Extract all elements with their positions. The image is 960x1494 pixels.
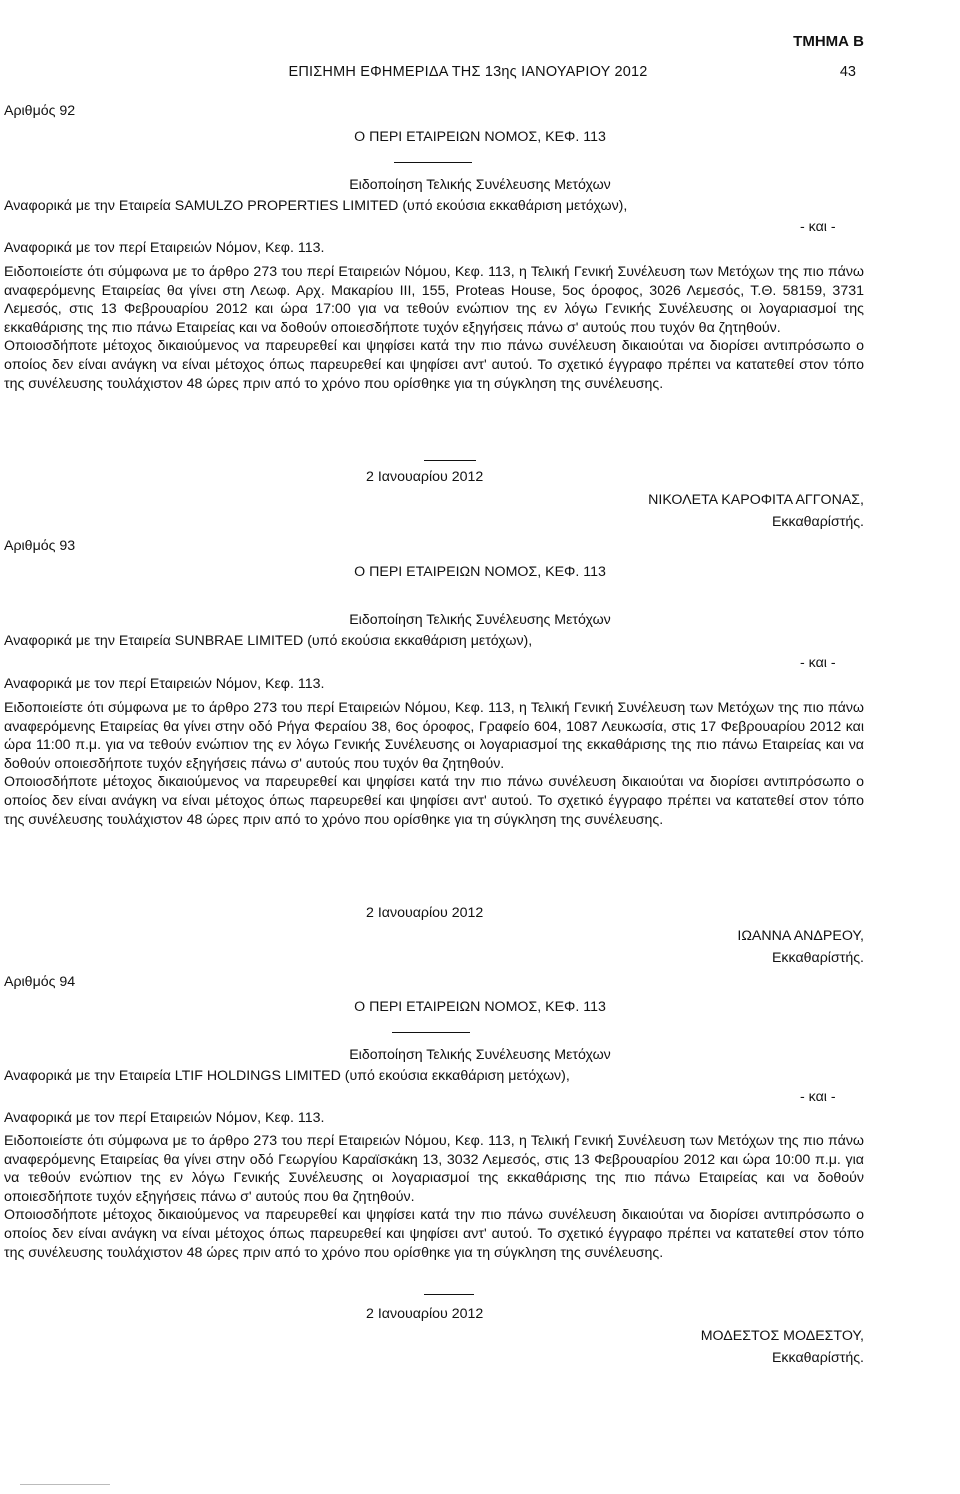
body-paragraph-2: Οποιοσδήποτε μέτοχος δικαιούμενος να παρευρεθεί και ψηφίσει κατά την πιο πάνω συνέλευση δικαιούται να διορίσει αντιπρόσωπο ο οποίος δεν είναι ανάγκη να είναι μέτοχος όπως παρευρεθεί και ψηφίσει αντ' αυτού. Το σχετικό έγγραφο πρέπει να κατατεθεί στον τόπο της συνέλευσης τουλάχιστον 48 ώρες πριν από το χρόνο που ορίσθηκε για τη σύγκληση της συνέλευσης. [4,774,864,828]
body-paragraph-1: Ειδοποιείστε ότι σύμφωνα με το άρθρο 273 του περί Εταιρειών Νόμου, Κεφ. 113, η Τελική Γενική Συνέλευση των Μετόχων της πιο πάνω αναφερόμενης Εταιρείας θα γίνει στη Λεωφ. Αρχ. Μακαρίου ΙΙΙ, 155, Proteas House, 5ος όροφος, 3026 Λεμεσός, Τ.Θ. 58159, 3731 Λεμεσός, στις 13 Φεβρουαρίου 2012 και ώρα 17:00 για να τεθούν ενώπιον της εν λόγω Γενικής Συνέλευσης οι λογαριασμοί της εκκαθάρισης της πιο πάνω Εταιρείας και να δοθούν οποιεσδήποτε τυχόν εξηγήσεις πάνω σ' αυτούς που τυχόν θα ζητηθούν. [4,264,864,336]
and-separator: - και - [800,219,836,235]
notice-number: Αριθμός 93 [4,538,76,554]
notice-number: Αριθμός 92 [4,103,76,119]
notice-date: 2 Ιανουαρίου 2012 [366,905,484,921]
gazette-title: ΕΠΙΣΗΜΗ ΕΦΗΜΕΡΙΔΑ ΤΗΣ 13ης ΙΑΝΟΥΑΡΙΟΥ 2012 [288,64,648,80]
and-separator: - και - [800,655,836,671]
divider-rule [424,460,476,461]
scan-mark [20,1484,110,1485]
signatory-role: Εκκαθαρίστής. [771,950,864,966]
and-separator: - και - [800,1089,836,1105]
section-label: ΤΜΗΜΑ Β [793,33,864,50]
law-title: Ο ΠΕΡΙ ΕΤΑΙΡΕΙΩΝ ΝΟΜΟΣ, ΚΕΦ. 113 [354,129,606,145]
notice-body [4,699,864,829]
notice-date: 2 Ιανουαρίου 2012 [366,1306,484,1322]
body-paragraph-2: Οποιοσδήποτε μέτοχος δικαιούμενος να παρευρεθεί και ψηφίσει κατά την πιο πάνω συνέλευση δικαιούται να διορίσει αντιπρόσωπο ο οποίος δεν είναι ανάγκη να είναι μέτοχος όπως παρευρεθεί και ψηφίσει αντ' αυτού. Το σχετικό έγγραφο πρέπει να κατατεθεί στον τόπο της συνέλευσης τουλάχιστον 48 ώρες πριν από το χρόνο που ορίσθηκε για τη σύγκληση της συνέλευσης. [4,1207,864,1261]
notice-number: Αριθμός 94 [4,974,76,990]
signatory-name: ΜΟΔΕΣΤΟΣ ΜΟΔΕΣΤΟΥ, [700,1328,864,1344]
signatory-role: Εκκαθαρίστής. [771,1350,864,1366]
law-title: Ο ΠΕΡΙ ΕΤΑΙΡΕΙΩΝ ΝΟΜΟΣ, ΚΕΦ. 113 [354,564,606,580]
law-reference: Αναφορικά με τον περί Εταιρειών Νόμον, Κεφ. 113. [4,240,325,256]
notice-title: Ειδοποίηση Τελικής Συνέλευσης Μετόχων [349,612,611,628]
law-title: Ο ΠΕΡΙ ΕΤΑΙΡΕΙΩΝ ΝΟΜΟΣ, ΚΕΦ. 113 [354,999,606,1015]
body-paragraph-2: Οποιοσδήποτε μέτοχος δικαιούμενος να παρευρεθεί και ψηφίσει κατά την πιο πάνω συνέλευση δικαιούται να διορίσει αντιπρόσωπο ο οποίος δεν είναι ανάγκη να είναι μέτοχος όπως παρευρεθεί και ψηφίσει αντ' αυτού. Το σχετικό έγγραφο πρέπει να κατατεθεί στον τόπο της συνέλευσης τουλάχιστον 48 ώρες πριν από το χρόνο που ορίσθηκε για τη σύγκληση της συνέλευσης. [4,338,864,392]
company-line: Αναφορικά με την Εταιρεία LTIF HOLDINGS LIMITED (υπό εκούσια εκκαθάριση μετόχων), [4,1068,570,1084]
notice-title: Ειδοποίηση Τελικής Συνέλευσης Μετόχων [349,177,611,193]
divider-rule [394,162,472,163]
notice-body [4,1132,864,1262]
notice-date: 2 Ιανουαρίου 2012 [366,469,484,485]
company-line: Αναφορικά με την Εταιρεία SUNBRAE LIMITED (υπό εκούσια εκκαθάριση μετόχων), [4,633,533,649]
signatory-name: ΝΙΚΟΛΕΤΑ ΚΑΡΟΦΙΤΑ ΑΓΓΟΝΑΣ, [648,492,864,508]
body-paragraph-1: Ειδοποιείστε ότι σύμφωνα με το άρθρο 273 του περί Εταιρειών Νόμου, Κεφ. 113, η Τελική Γενική Συνέλευση των Μετόχων της πιο πάνω αναφερόμενης Εταιρείας θα γίνει στην οδό Γεωργίου Καραϊσκάκη 13, 3032 Λεμεσός, στις 13 Φεβρουαρίου 2012 και ώρα 10:00 π.μ. για να τεθούν ενώπιον της εν λόγω Γενικής Συνέλευσης οι λογαριασμοί της εκκαθάρισης της πιο πάνω Εταιρείας και να δοθούν οποιεσδήποτε τυχόν εξηγήσεις πάνω σ' αυτούς που θα ζητηθούν. [4,1133,864,1205]
divider-rule [424,1294,474,1295]
signatory-name: ΙΩΑΝΝΑ ΑΝΔΡΕΟΥ, [737,928,864,944]
law-reference: Αναφορικά με τον περί Εταιρειών Νόμον, Κεφ. 113. [4,676,325,692]
notice-body [4,263,864,393]
body-paragraph-1: Ειδοποιείστε ότι σύμφωνα με το άρθρο 273 του περί Εταιρειών Νόμου, Κεφ. 113, η Τελική Γενική Συνέλευση των Μετόχων της πιο πάνω αναφερόμενης Εταιρείας θα γίνει στην οδό Ρήγα Φεραίου 38, 6ος όροφος, Γραφείο 604, 1087 Λευκωσία, στις 17 Φεβρουαρίου 2012 και ώρα 11:00 π.μ. για να τεθούν ενώπιον της εν λόγω Γενικής Συνέλευσης οι λογαριασμοί της εκκαθάρισης της πιο πάνω Εταιρείας και να δοθούν οποιεσδήποτε τυχόν εξηγήσεις πάνω σ' αυτούς που τυχόν θα ζητηθούν. [4,700,864,772]
page-number: 43 [839,64,856,80]
company-line: Αναφορικά με την Εταιρεία SAMULZO PROPERTIES LIMITED (υπό εκούσια εκκαθάριση μετόχων), [4,198,628,214]
signatory-role: Εκκαθαρίστής. [771,514,864,530]
divider-rule [392,1032,470,1033]
law-reference: Αναφορικά με τον περί Εταιρειών Νόμον, Κεφ. 113. [4,1110,325,1126]
notice-title: Ειδοποίηση Τελικής Συνέλευσης Μετόχων [349,1047,611,1063]
